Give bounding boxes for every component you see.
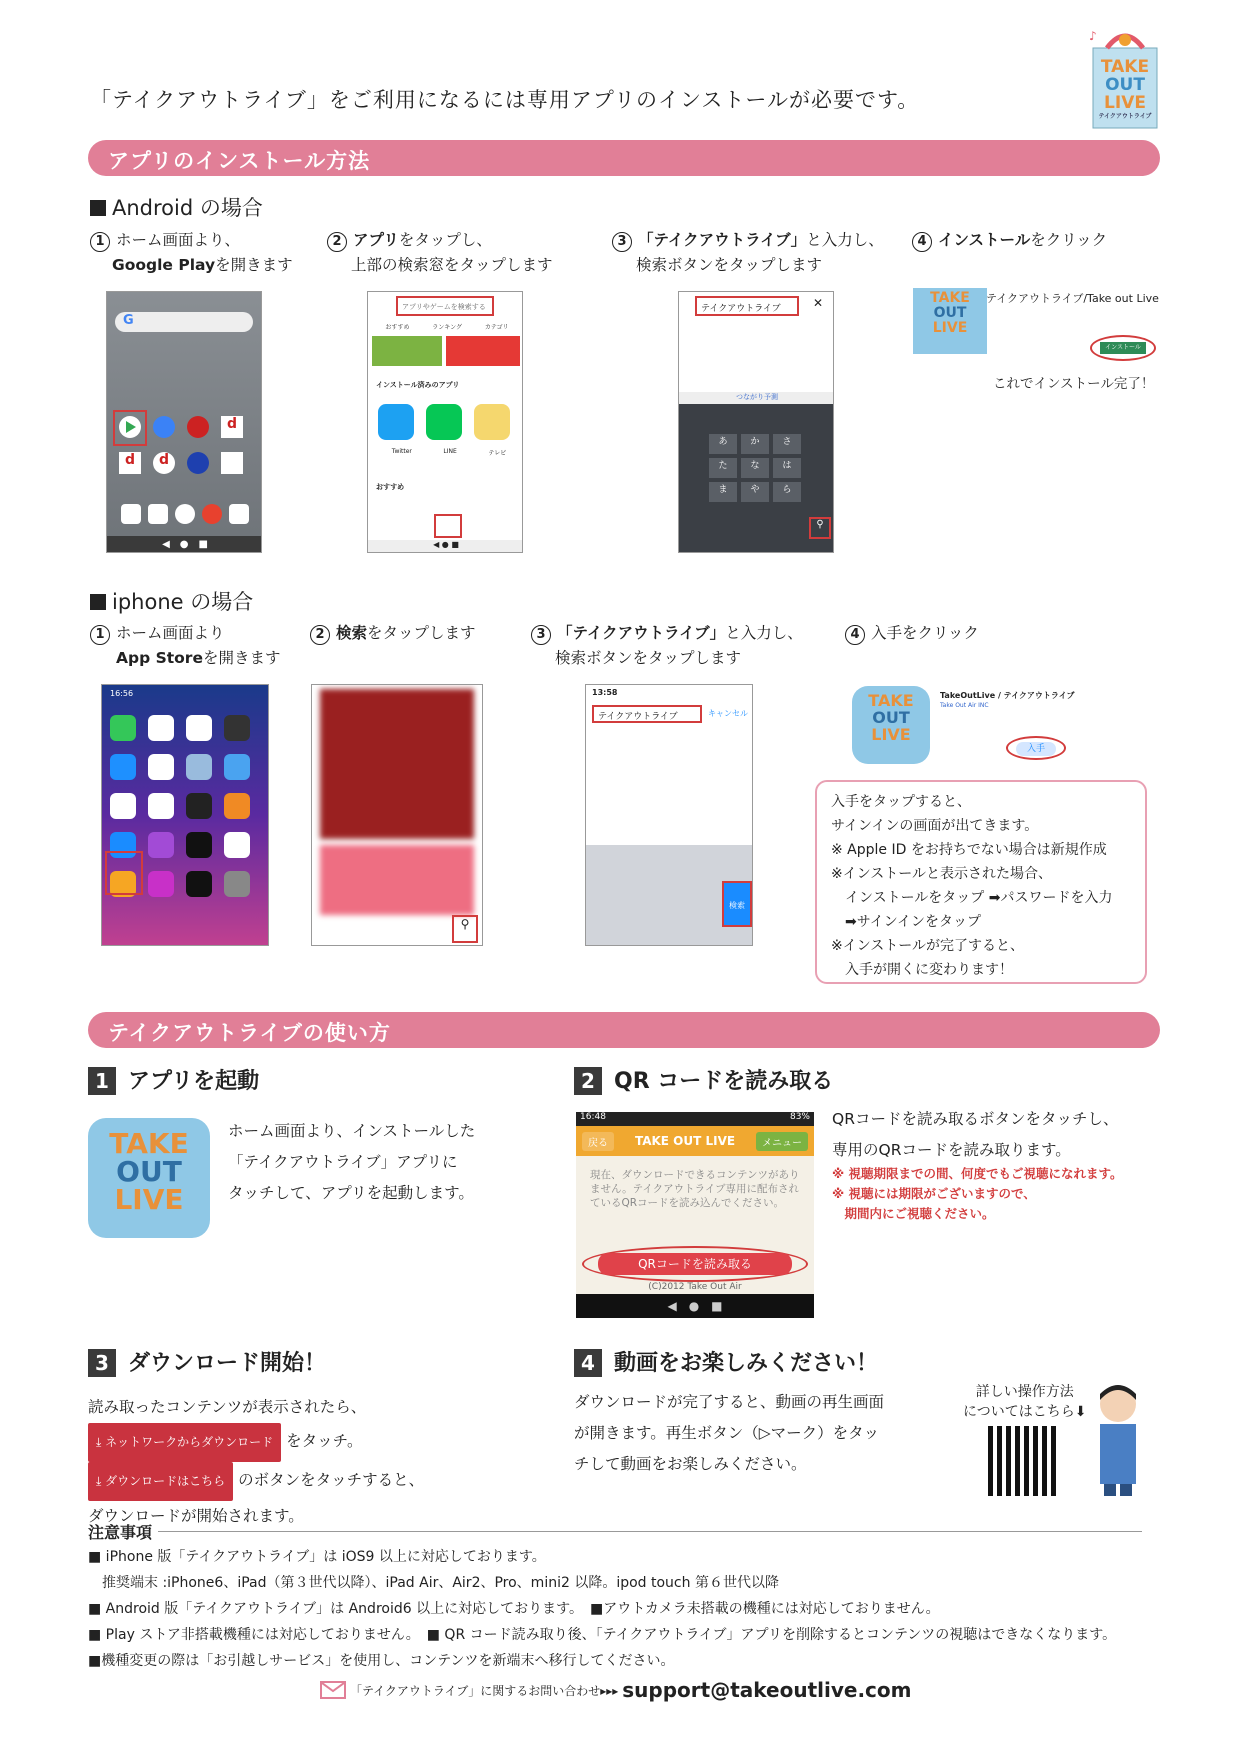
iphone-step4 — [845, 621, 979, 646]
install-done-text: これでインストール完了！ — [993, 376, 1155, 392]
note-line: 推奨端末 :iPhone6、iPad（第３世代以降）、iPad Air、Air2、Pro、mini2 以降。ipod touch 第６世代以降 — [88, 1575, 779, 1591]
button-label: ダウンロードはこちら — [105, 1474, 226, 1488]
chrome-icon — [202, 504, 222, 524]
explain-line: 入手が開くに変わります！ — [831, 962, 1013, 978]
google-g-icon: G — [123, 313, 134, 328]
detail-link-text — [963, 1382, 1086, 1422]
notes-list — [88, 1544, 1168, 1674]
menu-icon — [229, 504, 249, 524]
step-number: 2 — [310, 625, 330, 645]
play-store-icon — [119, 416, 141, 438]
use-step2-heading — [574, 1064, 833, 1095]
network-download-button[interactable]: ⤓ ネットワークからダウンロード — [88, 1423, 281, 1462]
explain-line: インストールをタップ ➡パスワードを入力 — [831, 890, 1113, 906]
key[interactable]: た — [709, 458, 737, 478]
iphone-explain-box — [815, 780, 1147, 984]
explain-line: ※インストールと表示された場合、 — [831, 866, 1053, 882]
note-line: ※ 視聴には期限がございますので、 — [832, 1186, 1036, 1201]
iphone-heading — [90, 586, 253, 616]
android-step3 — [612, 228, 884, 278]
recommend-label: おすすめ — [376, 483, 405, 491]
suggest-bar: つながり予測 — [679, 392, 834, 404]
text-line: についてはこちら⬇ — [963, 1404, 1087, 1420]
text-line: ダウンロードが完了すると、動画の再生画面 — [574, 1393, 885, 1411]
menu-button[interactable]: メニュー — [756, 1132, 808, 1151]
search-query-box[interactable]: テイクアウトライブ — [592, 705, 702, 723]
contact-label: 「テイクアウトライブ」に関するお問い合わせ▸▸▸ — [350, 1683, 619, 1698]
explain-line: 入手をタップすると、 — [831, 794, 971, 810]
banner — [372, 336, 442, 366]
step-number: 3 — [531, 625, 551, 645]
app-store-highlight[interactable] — [105, 851, 143, 895]
step-text: を開きます — [215, 256, 293, 274]
close-icon[interactable]: ✕ — [813, 296, 824, 310]
qr-code[interactable] — [988, 1426, 1058, 1496]
text-line: QRコードを読み取るボタンをタッチし、 — [832, 1110, 1119, 1128]
install-button[interactable]: インストール — [1100, 342, 1146, 354]
camera-icon — [224, 715, 250, 741]
iphone-title: iphone の場合 — [112, 590, 254, 614]
text-line: ダウンロードが開始されます。 — [88, 1507, 304, 1525]
divider — [158, 1531, 1142, 1532]
app-icon — [187, 416, 209, 438]
search-key[interactable]: 検索 — [722, 881, 752, 927]
status-time: 13:58 — [592, 688, 618, 697]
step-title: 動画をお楽しみください！ — [614, 1351, 879, 1376]
step-bold: App Store — [116, 649, 203, 667]
button-label: ネットワークからダウンロード — [105, 1435, 274, 1449]
explain-line: ➡サインインをタップ — [831, 914, 982, 930]
android-step1 — [90, 228, 293, 278]
use-step1-heading — [88, 1064, 259, 1095]
get-button[interactable]: 入手 — [1016, 742, 1056, 756]
tab-ranking[interactable]: ランキング — [432, 324, 463, 331]
step-text: ホーム画面より、 — [116, 231, 241, 249]
step-number: 2 — [327, 232, 347, 252]
step-text: 検索ボタンをタップします — [555, 649, 742, 667]
app-icon — [153, 416, 175, 438]
notes-icon — [148, 793, 174, 819]
nav-bar: ◀ ● ■ — [368, 540, 523, 553]
use-step2-notes — [832, 1164, 1123, 1224]
text-line: が開きます。再生ボタン（▷マーク）をタッ — [574, 1424, 880, 1442]
note-line: ■ Play ストア非搭載機種には対応しておりません。 ■ QR コード読み取り後、「テイクアウトライブ」アプリを削除するとコンテンツの視聴はできなくなります。 — [88, 1627, 1117, 1643]
step-number: 2 — [574, 1067, 602, 1095]
section-band-usage: テイクアウトライブの使い方 — [88, 1012, 1160, 1048]
notes-title: 注意事項 — [88, 1523, 153, 1542]
keyboard — [586, 845, 753, 946]
developer-name: Take Out Air INC — [940, 702, 989, 709]
settings-icon — [224, 871, 250, 897]
installed-title: インストール済みのアプリ — [376, 381, 460, 389]
text-line: 詳しい操作方法 — [975, 1384, 1074, 1400]
stocks-icon — [186, 793, 212, 819]
install-highlight[interactable] — [1090, 335, 1156, 361]
step-bold: アプリ — [353, 231, 399, 249]
step-number: 4 — [912, 232, 932, 252]
blurred-banner — [320, 689, 474, 839]
use-step1-text — [228, 1116, 475, 1209]
clock-icon — [148, 754, 174, 780]
key[interactable]: ら — [773, 482, 801, 502]
step-bold: Google Play — [112, 256, 216, 274]
key[interactable]: さ — [773, 434, 801, 454]
step-number: 4 — [845, 625, 865, 645]
step-number: 4 — [574, 1349, 602, 1377]
cancel-link[interactable]: キャンセル — [708, 709, 748, 718]
android-title: Android の場合 — [112, 196, 263, 220]
app-name: テレビ — [488, 450, 507, 457]
step-text: をクリック — [1030, 231, 1108, 249]
explain-line: ※インストールが完了すると、 — [831, 938, 1025, 954]
step-bold: インストール — [938, 231, 1031, 249]
step-title: QR コードを読み取る — [614, 1069, 834, 1094]
blurred-banner — [320, 845, 474, 915]
maps-icon — [186, 754, 212, 780]
play-search-box[interactable]: アプリやゲームを検索する — [396, 296, 494, 316]
nav-bar: ◀ ● ■ — [576, 1294, 814, 1318]
step-number: 3 — [612, 232, 632, 252]
android-app-name: テイクアウトライブ/Take out Live — [986, 292, 1159, 305]
wallet-icon — [186, 871, 212, 897]
svg-text:♪: ♪ — [1089, 29, 1097, 43]
status-time: 16:56 — [110, 689, 134, 698]
logo-line3: LIVE — [1104, 93, 1146, 113]
step-title: アプリを起動 — [128, 1069, 260, 1094]
apps-tab-highlight[interactable] — [434, 514, 462, 538]
key[interactable]: か — [741, 434, 769, 454]
notes-heading — [88, 1520, 1142, 1543]
empty-message: 現在、ダウンロードできるコンテンツがありません。テイクアウトライブ専用に配布されているQRコードを読み込んでください。 — [590, 1169, 800, 1209]
text-line: のボタンをタッチすると、 — [238, 1471, 425, 1489]
explain-line: サインインの画面が出てきます。 — [831, 818, 1039, 834]
key[interactable]: な — [741, 458, 769, 478]
step-text: と入力し、 — [806, 231, 884, 249]
android-step2 — [327, 228, 553, 278]
d-point-icon: d — [153, 452, 175, 474]
iphone-step2 — [310, 621, 476, 646]
iphone-step3 — [531, 621, 803, 671]
iphone-home-screenshot — [101, 684, 269, 946]
itunes-store-icon — [148, 871, 174, 897]
section-band-install: アプリのインストール方法 — [88, 140, 1160, 176]
logo-line1: TAKE — [1100, 57, 1150, 77]
key[interactable]: や — [741, 482, 769, 502]
d-app-icon: d — [221, 416, 243, 438]
get-highlight[interactable] — [1006, 736, 1066, 760]
mail-icon — [110, 754, 136, 780]
note-line: 期間内にご視聴ください。 — [832, 1206, 995, 1221]
step-text: ホーム画面より — [116, 624, 225, 642]
nav-bar: ◀ ● ■ — [107, 536, 262, 553]
app-brand: TAKE OUT LIVE — [634, 1134, 736, 1148]
reminders-icon — [110, 793, 136, 819]
text-line: ホーム画面より、インストールした — [228, 1122, 476, 1140]
key[interactable]: あ — [709, 434, 737, 454]
step-text: を開きます — [202, 649, 281, 667]
step-text: 検索ボタンをタップします — [636, 256, 823, 274]
logo-sub: テイクアウトライブ — [1098, 113, 1152, 120]
apple-tv-icon — [186, 832, 212, 858]
calendar-icon — [148, 715, 174, 741]
tab-category[interactable]: カテゴリ — [484, 324, 509, 331]
step-text: をタップし、 — [398, 231, 492, 249]
d-app-icon: d — [119, 452, 141, 474]
use-step3-text — [88, 1392, 424, 1532]
weather-icon — [224, 754, 250, 780]
key[interactable]: は — [773, 458, 801, 478]
step-text: 上部の検索窓をタップします — [351, 256, 553, 274]
step-bold: 検索 — [336, 624, 368, 642]
text-line: タッチして、アプリを起動します。 — [228, 1184, 474, 1202]
podcasts-icon — [148, 832, 174, 858]
photos-icon — [186, 715, 212, 741]
twitter-icon — [378, 404, 414, 440]
text-line: 読み取ったコンテンツが表示されたら、 — [88, 1398, 367, 1416]
back-button[interactable]: 戻る — [582, 1132, 614, 1151]
step-text: と入力し、 — [725, 624, 803, 642]
step-number: 3 — [88, 1349, 116, 1377]
explain-line: ※ Apple ID をお持ちでない場合は新規作成 — [831, 842, 1107, 858]
app-icon-takeout-live: TAKE OUT LIVE — [88, 1118, 210, 1238]
apps-icon — [121, 504, 141, 524]
iphone-search-screenshot — [585, 684, 753, 946]
step-number: 1 — [88, 1067, 116, 1095]
step-text: をタップします — [367, 624, 476, 642]
logo-line2: OUT — [1105, 75, 1145, 95]
copyright: (C)2012 Take Out Air — [648, 1282, 742, 1292]
key[interactable]: ま — [709, 482, 737, 502]
step-title: ダウンロード開始！ — [128, 1351, 327, 1376]
search-query-box[interactable]: テイクアウトライブ — [695, 296, 799, 316]
app-store-today-screenshot — [311, 684, 483, 946]
play-store-screenshot — [367, 291, 523, 553]
keyboard — [679, 404, 834, 553]
note-line: ■ Android 版「テイクアウトライブ」は Android6 以上に対応しております。 ■アウトカメラ未搭載の機種には対応しておりません。 — [88, 1601, 940, 1617]
health-icon — [224, 832, 250, 858]
app-icon-takeout-live: TAKE OUT LIVE — [913, 288, 987, 354]
iphone-step1 — [90, 621, 280, 671]
mail-icon — [320, 1681, 346, 1699]
use-step3-heading — [88, 1346, 326, 1377]
text-line: チして動画をお楽しみください。 — [574, 1455, 807, 1473]
dock — [117, 504, 253, 530]
step-bold: 「テイクアウトライブ」 — [557, 624, 726, 642]
tv-app-icon — [474, 404, 510, 440]
text-line: 専用のQRコードを読み取ります。 — [832, 1141, 1071, 1159]
mascot-illustration — [1080, 1380, 1160, 1496]
android-step4 — [912, 228, 1107, 253]
use-step4-text — [574, 1387, 884, 1480]
google-apps-icon — [221, 452, 243, 474]
app-name: LINE — [443, 448, 457, 455]
contact-email[interactable]: support@takeoutlive.com — [622, 1678, 912, 1702]
status-time: 16:48 — [580, 1112, 606, 1122]
iphone-app-name: TakeOutLive / テイクアウトライブ — [940, 691, 1075, 700]
google-search-bar — [115, 312, 253, 332]
books-icon — [224, 793, 250, 819]
download-here-button[interactable]: ⤓ ダウンロードはこちら — [88, 1462, 233, 1501]
qr-app-screenshot — [576, 1112, 814, 1318]
battery: 83% — [789, 1112, 810, 1122]
line-icon — [426, 404, 462, 440]
android-home-screenshot — [106, 291, 262, 553]
takeout-live-logo — [1085, 26, 1163, 130]
android-heading — [90, 192, 263, 222]
step-number: 1 — [90, 625, 110, 645]
text-line: 「テイクアウトライブ」アプリに — [228, 1153, 458, 1171]
settings-icon — [187, 452, 209, 474]
search-key-icon[interactable]: ⚲ — [809, 517, 831, 539]
qr-read-button[interactable]: QRコードを読み取る — [598, 1253, 792, 1275]
text-line: をタッチ。 — [286, 1432, 363, 1450]
use-step2-text — [832, 1104, 1118, 1166]
app-names — [376, 448, 522, 457]
note-line: ※ 視聴期限までの間、何度でもご視聴になれます。 — [832, 1166, 1123, 1181]
android-search-screenshot — [678, 291, 834, 553]
app-icon-takeout-live: TAKE OUT LIVE — [852, 686, 930, 764]
step-text: 入手をクリック — [871, 624, 979, 642]
search-tab-icon[interactable]: ⚲ — [452, 915, 478, 943]
intro-text: 「テイクアウトライブ」をご利用になるには専用アプリのインストールが必要です。 — [90, 88, 920, 112]
use-step4-heading — [574, 1346, 878, 1377]
contact-line — [320, 1678, 912, 1702]
qr-read-highlight[interactable] — [582, 1246, 808, 1282]
phone-icon — [148, 504, 168, 524]
app-name: Twitter — [391, 448, 412, 455]
play-tabs — [374, 322, 520, 331]
note-line: ■ iPhone 版「テイクアウトライブ」は iOS9 以上に対応しております。 — [88, 1549, 546, 1565]
step-number: 1 — [90, 232, 110, 252]
facetime-icon — [110, 715, 136, 741]
mail-icon — [175, 504, 195, 524]
tab-recommend[interactable]: おすすめ — [385, 324, 410, 331]
step-bold: 「テイクアウトライブ」 — [638, 231, 807, 249]
note-line: ■機種変更の際は「お引越しサービス」を使用し、コンテンツを新端末へ移行してください。 — [88, 1653, 675, 1669]
banner — [446, 336, 520, 366]
